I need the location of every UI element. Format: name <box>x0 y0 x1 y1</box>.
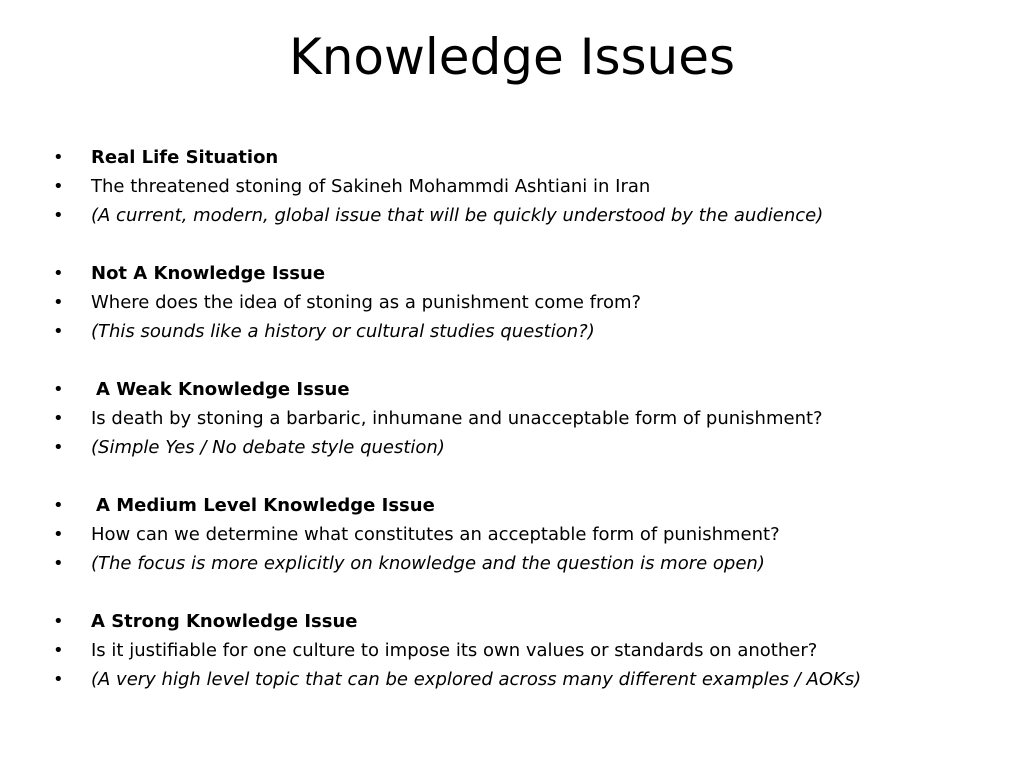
list-item <box>0 636 1024 665</box>
bullet-icon: • <box>53 176 64 197</box>
section-note: (A very high level topic that can be explored across many different examples / AOKs) <box>91 669 862 690</box>
section-statement: The threatened stoning of Sakineh Mohammdi Ashtiani in Iran <box>91 176 651 197</box>
bullet-icon: • <box>53 437 64 458</box>
bullet-icon: • <box>53 611 64 632</box>
section-heading: A Weak Knowledge Issue <box>96 379 350 400</box>
list-item <box>0 520 1024 549</box>
bullet-icon: • <box>53 147 64 168</box>
bullet-list <box>0 143 1024 694</box>
list-item <box>0 288 1024 317</box>
list-item <box>0 172 1024 201</box>
list-item <box>0 665 1024 694</box>
bullet-icon: • <box>53 553 64 574</box>
list-item <box>0 143 1024 172</box>
section-statement: Is death by stoning a barbaric, inhumane and unacceptable form of punishment? <box>91 408 823 429</box>
bullet-icon: • <box>53 292 64 313</box>
section-note: (This sounds like a history or cultural studies question?) <box>91 321 595 342</box>
section-statement: How can we determine what constitutes an acceptable form of punishment? <box>91 524 780 545</box>
section-statement: Is it justifiable for one culture to impose its own values or standards on another? <box>91 640 818 661</box>
list-item <box>0 404 1024 433</box>
bullet-icon: • <box>53 408 64 429</box>
list-item <box>0 375 1024 404</box>
section-statement: Where does the idea of stoning as a punishment come from? <box>91 292 642 313</box>
section-note: (A current, modern, global issue that will be quickly understood by the audience) <box>91 205 824 226</box>
section-heading: Not A Knowledge Issue <box>91 263 326 284</box>
section-heading: Real Life Situation <box>91 147 279 168</box>
list-item <box>0 607 1024 636</box>
section-note: (The focus is more explicitly on knowledge and the question is more open) <box>91 553 765 574</box>
spacer <box>0 462 1024 491</box>
bullet-icon: • <box>53 495 64 516</box>
section-heading: A Strong Knowledge Issue <box>91 611 358 632</box>
spacer <box>0 346 1024 375</box>
list-item <box>0 259 1024 288</box>
bullet-icon: • <box>53 669 64 690</box>
bullet-icon: • <box>53 321 64 342</box>
list-item <box>0 491 1024 520</box>
section-note: (Simple Yes / No debate style question) <box>91 437 445 458</box>
bullet-icon: • <box>53 205 64 226</box>
list-item <box>0 201 1024 230</box>
bullet-icon: • <box>53 263 64 284</box>
slide-title: Knowledge Issues <box>288 28 736 86</box>
list-item <box>0 549 1024 578</box>
bullet-icon: • <box>53 640 64 661</box>
spacer <box>0 230 1024 259</box>
bullet-icon: • <box>53 524 64 545</box>
section-heading: A Medium Level Knowledge Issue <box>96 495 435 516</box>
list-item <box>0 317 1024 346</box>
spacer <box>0 578 1024 607</box>
list-item <box>0 433 1024 462</box>
bullet-icon: • <box>53 379 64 400</box>
